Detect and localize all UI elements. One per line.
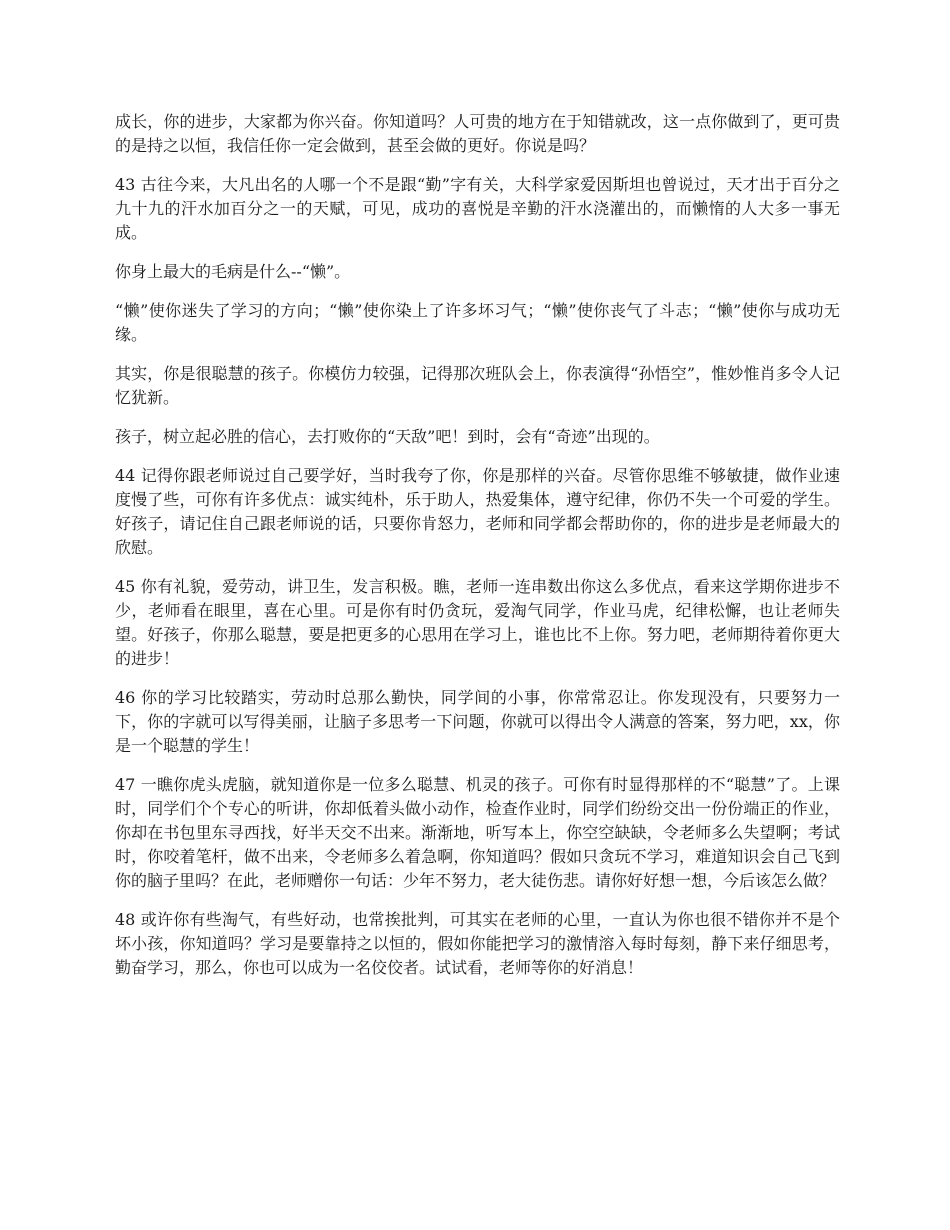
paragraph-47: 47 一瞧你虎头虎脑，就知道你是一位多么聪慧、机灵的孩子。可你有时显得那样的不“聪慧”了。上课时，同学们个个专心的听讲，你却低着头做小动作，检查作业时，同学们纷纷交出一份份端正的作业，你却在书包里东寻西找，好半天交不出来。渐渐地，听写本上，你空空缺缺，令老师多么失望啊；考试时，你咬着笔杆，做不出来，令老师多么着急啊，你知道吗？假如只贪玩不学习，难道知识会自己飞到你的脑子里吗？在此，老师赠你一句话：少年不努力，老大徒伤悲。请你好好想一想，今后该怎么做？ <box>115 775 840 890</box>
paragraph-intro: 成长，你的进步，大家都为你兴奋。你知道吗？人可贵的地方在于知错就改，这一点你做到了，更可贵的是持之以恒，我信任你一定会做到，甚至会做的更好。你说是吗？ <box>115 112 840 155</box>
paragraph-48: 48 或许你有些淘气，有些好动，也常挨批判，可其实在老师的心里，一直认为你也很不错你并不是个坏小孩，你知道吗？学习是要靠持之以恒的，假如你能把学习的激情溶入每时每刻，静下来仔细思考，勤奋学习，那么，你也可以成为一名佼佼者。试试看，老师等你的好消息！ <box>115 910 840 977</box>
paragraph-43-lazy: “懒”使你迷失了学习的方向；“懒”使你染上了许多坏习气；“懒”使你丧气了斗志；“懒”使你与成功无缘。 <box>115 301 840 344</box>
paragraph-43: 43 古往今来，大凡出名的人哪一个不是跟“勤”字有关，大科学家爱因斯坦也曾说过，天才出于百分之九十九的汗水加百分之一的天赋，可见，成功的喜悦是辛勤的汗水浇灌出的，而懒惰的人大多一事无成。 <box>115 175 840 242</box>
paragraph-43-smart: 其实，你是很聪慧的孩子。你模仿力较强，记得那次班队会上，你表演得“孙悟空”，惟妙惟肖多令人记忆犹新。 <box>115 364 840 407</box>
paragraph-44: 44 记得你跟老师说过自己要学好，当时我夸了你，你是那样的兴奋。尽管你思维不够敏捷，做作业速度慢了些，可你有许多优点：诚实纯朴，乐于助人，热爱集体，遵守纪律，你仍不失一个可爱的学生。好孩子，请记住自己跟老师说的话，只要你肯怒力，老师和同学都会帮助你的，你的进步是老师最大的欣慰。 <box>115 466 840 557</box>
paragraph-45: 45 你有礼貌，爱劳动，讲卫生，发言积极。瞧，老师一连串数出你这么多优点，看来这学期你进步不少，老师看在眼里，喜在心里。可是你有时仍贪玩，爱淘气同学，作业马虎，纪律松懈，也让老师失望。好孩子，你那么聪慧，要是把更多的心思用在学习上，谁也比不上你。努力吧，老师期待着你更大的进步！ <box>115 577 840 668</box>
document-body <box>115 110 840 995</box>
paragraph-43-confidence: 孩子，树立起必胜的信心，去打败你的“天敌”吧！到时，会有“奇迹”出现的。 <box>115 427 660 446</box>
paragraph-43-question: 你身上最大的毛病是什么--“懒”。 <box>115 262 351 281</box>
paragraph-46: 46 你的学习比较踏实，劳动时总那么勤快，同学间的小事，你常常忍让。你发现没有，只要努力一下，你的字就可以写得美丽，让脑子多思考一下问题，你就可以得出令人满意的答案，努力吧，xx，你是一个聪慧的学生！ <box>115 688 840 755</box>
